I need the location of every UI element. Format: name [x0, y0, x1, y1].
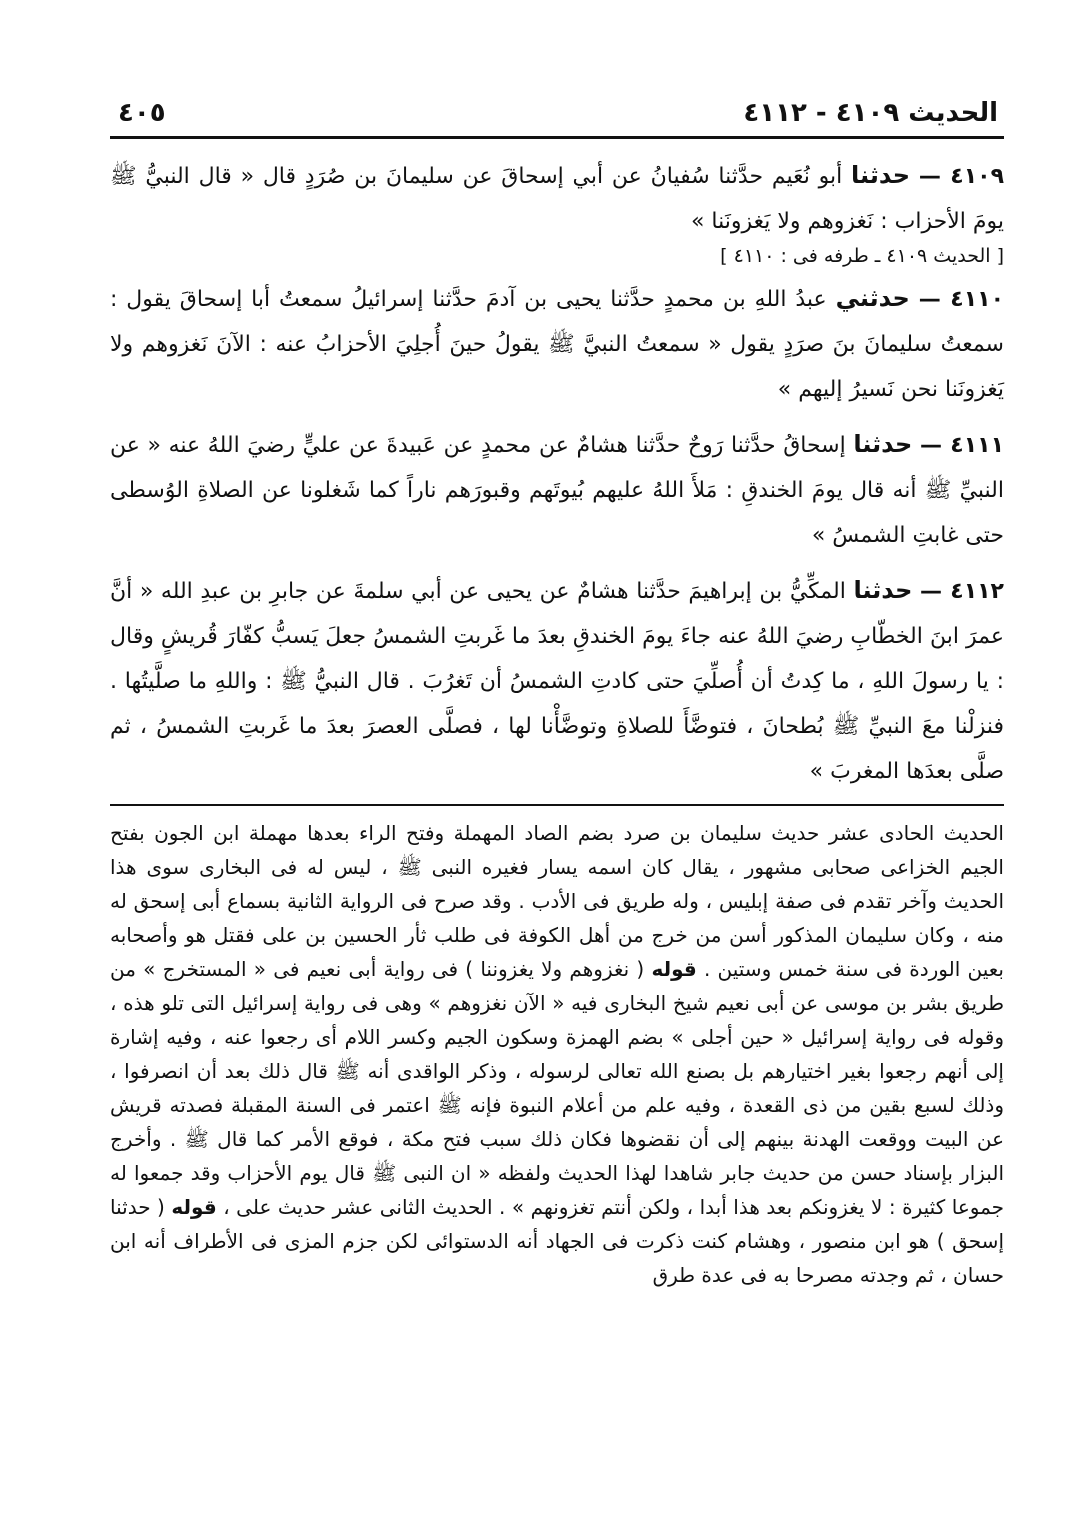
hadith-text: إسحاقُ حدَّثنا رَوحٌ حدَّثنا هشامٌ عن محمدٍ عن عَبيدةَ عن عليٍّ رضيَ اللهُ عنه « عن النبيِّ ﷺ أنه قال يومَ الخندقِ : مَلأَ اللهُ عليهم بُيوتَهم وقبورَهم ناراً كما شَغلونا عن الصلاةِ الوُسطى حتى غابتِ الشمسُ » [110, 433, 1004, 548]
commentary-lead: قوله [651, 957, 697, 981]
commentary-paragraph: الحديث الحادى عشر حديث سليمان بن صرد بضم الصاد المهملة وفتح الراء بعدها مهملة ابن الجون بفتح الجيم الخزاعى صحابى مشهور ، يقال كان اسمه يسار فغيره النبى ﷺ ، ليس له فى البخارى سوى هذا الحديث وآخر تقدم فى صفة إبليس ، وله طريق فى الأدب . وقد صرح فى الرواية الثانية بسماع أبى إسحق له منه ، وكان سليمان المذكور أسن من خرج من أهل الكوفة فى طلب ثأر الحسين بن على فقتل هو وأصحابه بعين الوردة فى سنة خمس وستين . [110, 821, 1004, 981]
commentary-paragraph: ( نغزوهم ولا يغزوننا ) فى رواية أبى نعيم فى « المستخرج » من طريق بشر بن موسى عن أبى نعيم شيخ البخارى فيه « الآن نغزوهم » وهى فى رواية إسرائيل التى تلو هذه ، وقوله فى رواية إسرائيل « حين أجلى » بضم الهمزة وسكون الجيم وكسر اللام أى رجعوا عنه ، وفيه إشارة إلى أنهم رجعوا بغير اختيارهم بل بصنع الله تعالى لرسوله ، وذكر الواقدى أنه ﷺ قال ذلك بعد أن انصرفوا ، وذلك لسبع بقين من ذى القعدة ، وفيه علم من أعلام النبوة فإنه ﷺ اعتمر فى السنة المقبلة فصدته قريش عن البيت ووقعت الهدنة بينهم إلى أن نقضوها فكان ذلك سبب فتح مكة ، فوقع الأمر كما قال ﷺ . وأخرج البزار بإسناد حسن من حديث جابر شاهدا لهذا الحديث ولفظه « ان النبى ﷺ قال يوم الأحزاب وقد جمعوا له جموعا كثيرة : لا يغزونكم بعد هذا أبدا ، ولكن أنتم تغزونهم » . الحديث الثانى عشر حديث على ، [110, 957, 1005, 1219]
commentary-lead: قوله [171, 1195, 217, 1219]
hadith-text: المكِّيُّ بن إبراهيمَ حدَّثنا هشامٌ عن يحيى عن أبي سلمةَ عن جابرِ بن عبدِ الله « أنَّ عمرَ ابنَ الخطّابِ رضيَ اللهُ عنه جاءَ يومَ الخندقِ بعدَ ما غَربتِ الشمسُ جعلَ يَسبُّ كفّارَ قُريشٍ وقال : يا رسولَ اللهِ ، ما كِدتُ أن أُصلِّيَ حتى كادتِ الشمسُ أن تَغرُبَ . قال النبيُّ ﷺ : واللهِ ما صلَّيتُها . فنزلْنا معَ النبيِّ ﷺ بُطحانَ ، فتوضَّأَ للصلاةِ وتوضَّأْنا لها ، فصلَّى العصرَ بعدَ ما غَربتِ الشمسُ ، ثم صلَّى بعدَها المغربَ » [110, 579, 1004, 784]
page-header [110, 96, 1004, 136]
page-number: ٤٠٥ [118, 98, 166, 128]
hadith-keyword: حدثنا [853, 576, 913, 604]
hadith-number: ٤١٠٩ — [918, 164, 1005, 189]
hadith-keyword: حدثني [835, 284, 910, 312]
hadith-number: ٤١١٢ — [920, 579, 1004, 604]
hadith-entry [110, 153, 1004, 244]
hadith-entry [110, 276, 1004, 412]
hadith-text: عبدُ اللهِ بن محمدٍ حدَّثنا يحيى بن آدمَ حدَّثنا إسرائيلُ سمعتُ أبا إسحاقَ يقول : سمعتُ سليمانَ بنَ صرَدٍ يقول « سمعتُ النبيَّ ﷺ يقولُ حينَ أُجلِيَ الأحزابُ عنه : الآنَ نَغزوهم ولا يَغزونَنا نحن نَسيرُ إليهم » [110, 287, 1004, 402]
hadith-keyword: حدثنا [853, 430, 913, 458]
header-rule [110, 136, 1004, 139]
commentary-text [110, 816, 1004, 1292]
hadith-reference: [ الحديث ٤١٠٩ ـ طرفه فى : ٤١١٠ ] [720, 245, 1004, 267]
hadith-entry [110, 422, 1004, 558]
hadith-entry [110, 568, 1004, 794]
hadith-number: ٤١١٠ — [918, 287, 1004, 312]
commentary-separator [110, 804, 1004, 806]
hadith-keyword: حدثنا [851, 161, 911, 189]
running-title: الحديث ٤١٠٩ - ٤١١٢ [743, 98, 998, 128]
hadith-text: أبو نُعَيم حدَّثنا سُفيانُ عن أبي إسحاقَ عن سليمانَ بن صُرَدٍ قال « قال النبيُّ ﷺ يومَ الأحزاب : نَغزوهم ولا يَغزونَنا » [110, 164, 1004, 234]
hadith-number: ٤١١١ — [919, 433, 1004, 458]
commentary-paragraph: ( حدثنا إسحق ) هو ابن منصور ، وهشام كنت ذكرت فى الجهاد أنه الدستوائى لكن جزم المزى فى الأطراف أنه ابن حسان ، ثم وجدته مصرحا به فى عدة طرق [110, 1195, 1004, 1287]
